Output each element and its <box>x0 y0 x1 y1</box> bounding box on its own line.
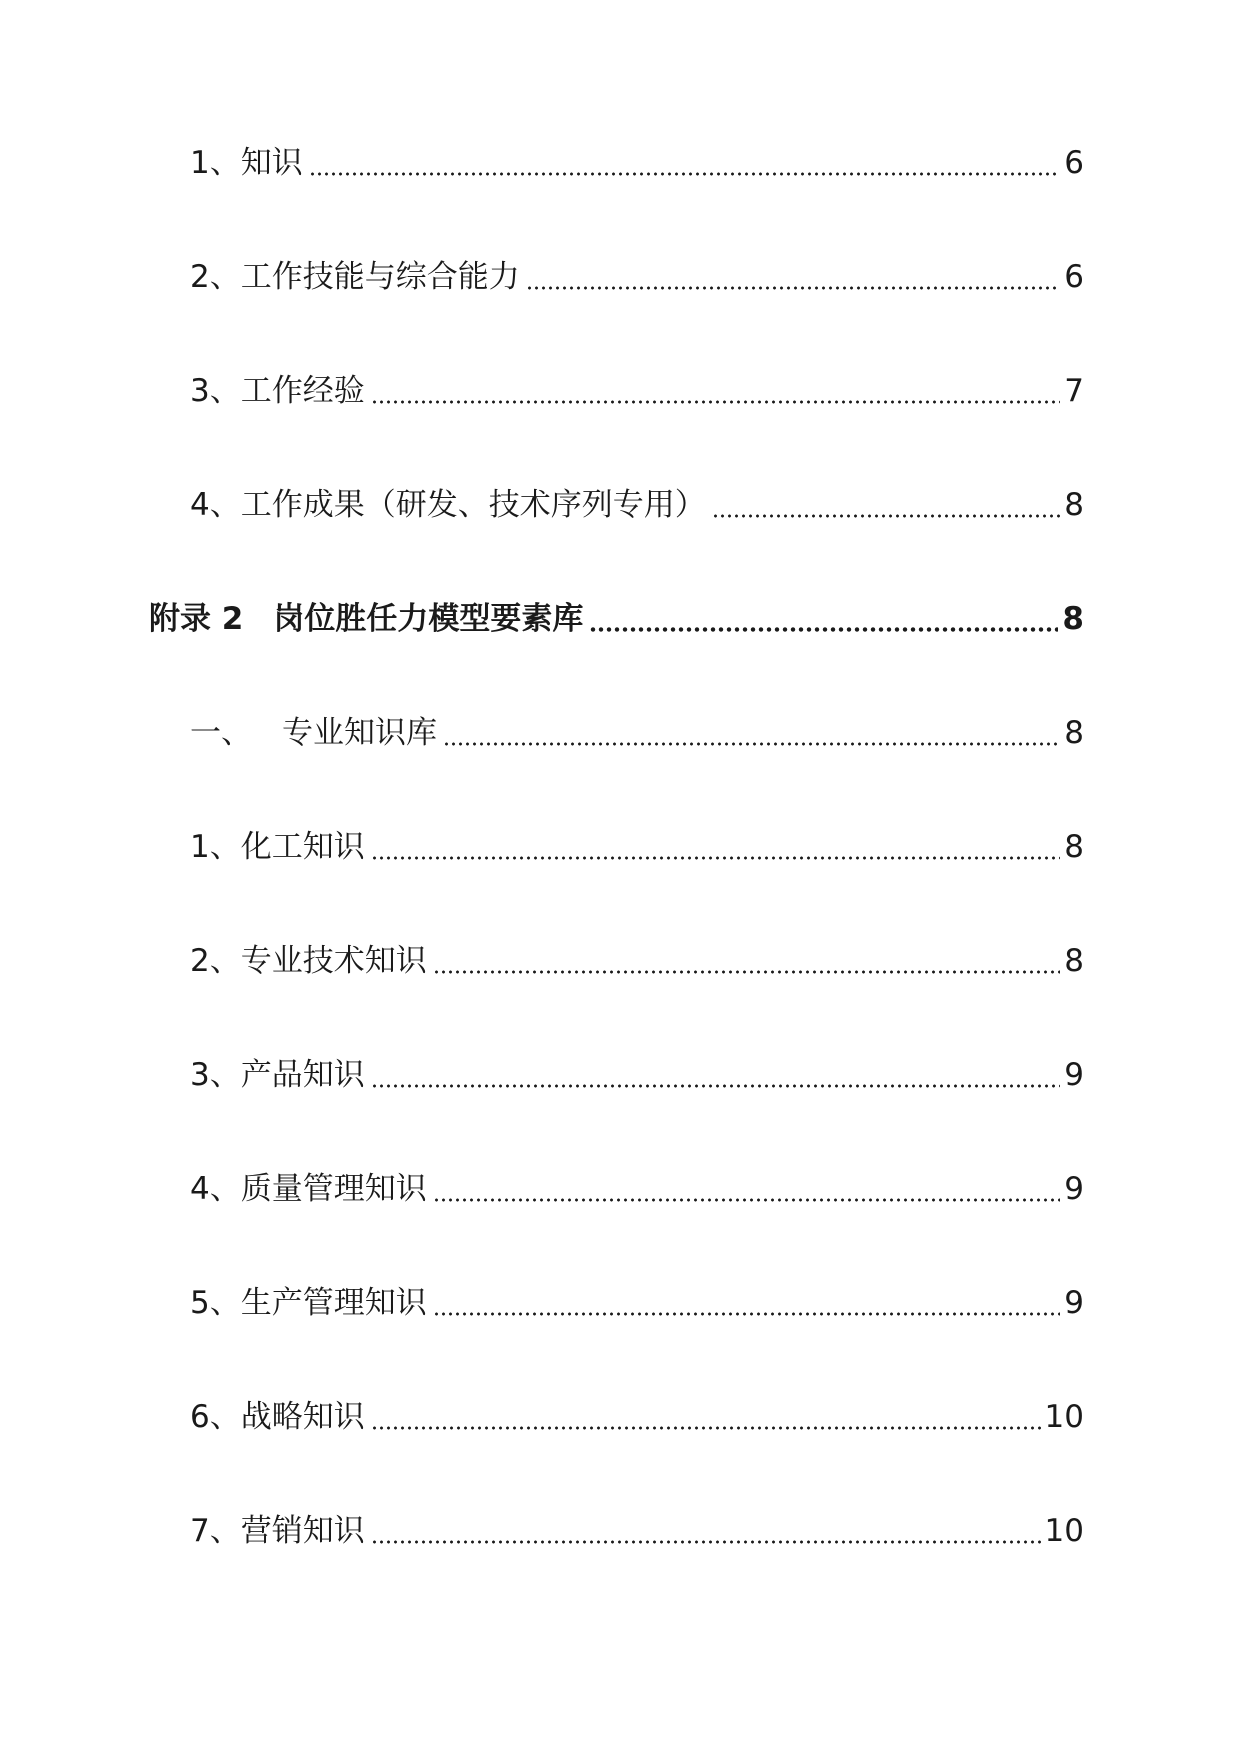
toc-entry-title: 工作经验 <box>240 373 365 409</box>
toc-dot-leader <box>433 970 1061 974</box>
toc-dot-leader <box>443 742 1060 746</box>
toc-entry-appendix[interactable] <box>149 594 1084 644</box>
toc-entry-label <box>190 822 367 872</box>
toc-page-number: 9 <box>1064 1171 1084 1207</box>
toc-entry[interactable] <box>190 480 1084 530</box>
toc-page-number: 9 <box>1064 1057 1084 1093</box>
toc-entry-number: 5、 <box>190 1285 241 1321</box>
toc-entry-number: 6、 <box>190 1399 241 1435</box>
toc-page-number: 6 <box>1064 145 1084 181</box>
toc-entry-title: 战略知识 <box>240 1399 365 1435</box>
toc-page-number: 7 <box>1064 373 1084 409</box>
toc-entry-label <box>190 252 522 302</box>
toc-page-number: 10 <box>1044 1399 1084 1435</box>
toc-page-number: 8 <box>1064 715 1084 751</box>
toc-dot-leader <box>371 1426 1041 1430</box>
toc-entry[interactable] <box>190 1050 1084 1100</box>
toc-dot-leader <box>712 514 1061 518</box>
toc-dot-leader <box>371 1540 1041 1544</box>
toc-entry[interactable] <box>190 1392 1084 1442</box>
toc-entry-label <box>190 1050 367 1100</box>
toc-entry-title: 知识 <box>240 145 303 181</box>
toc-entry-title: 产品知识 <box>240 1057 365 1093</box>
toc-entry-number: 1、 <box>190 145 241 181</box>
toc-dot-leader <box>371 400 1061 404</box>
toc-entry[interactable] <box>190 1506 1084 1556</box>
toc-entry-title: 营销知识 <box>240 1513 365 1549</box>
toc-entry-number: 4、 <box>190 1171 241 1207</box>
toc-entry-label <box>149 594 585 644</box>
toc-entry-title: 生产管理知识 <box>240 1285 427 1321</box>
toc-entry-title: 工作技能与综合能力 <box>240 259 520 295</box>
toc-page-number: 9 <box>1064 1285 1084 1321</box>
toc-page-number: 10 <box>1044 1513 1084 1549</box>
toc-entry-title: 专业技术知识 <box>240 943 427 979</box>
toc-dot-leader <box>433 1312 1061 1316</box>
toc-dot-leader <box>589 627 1058 632</box>
toc-entry-label <box>190 1506 367 1556</box>
toc-entry-number: 3、 <box>190 373 241 409</box>
toc-entry-number: 1、 <box>190 829 241 865</box>
toc-entry[interactable] <box>190 822 1084 872</box>
toc-entry-label <box>190 138 305 188</box>
toc-entry-title: 化工知识 <box>240 829 365 865</box>
toc-page-number: 8 <box>1062 601 1084 637</box>
toc-entry-title: 岗位胜任力模型要素库 <box>273 601 584 637</box>
toc-entry-number: 一、 <box>190 715 252 751</box>
toc-page-number: 8 <box>1064 829 1084 865</box>
toc-entry[interactable] <box>190 1278 1084 1328</box>
toc-entry-label <box>190 1392 367 1442</box>
toc-entry-title: 专业知识库 <box>282 715 437 751</box>
toc-entry-title: 工作成果（研发、技术序列专用） <box>240 487 706 523</box>
toc-entry-label <box>190 936 429 986</box>
toc-entry[interactable] <box>190 1164 1084 1214</box>
toc-page-number: 8 <box>1064 943 1084 979</box>
toc-entry[interactable] <box>190 252 1084 302</box>
toc-entry-number: 2、 <box>190 943 241 979</box>
toc-dot-leader <box>309 172 1061 176</box>
toc-entry-label <box>190 708 439 758</box>
toc-entry-number: 3、 <box>190 1057 241 1093</box>
toc-dot-leader <box>526 286 1061 290</box>
toc-entry-label <box>190 1278 429 1328</box>
toc-entry-label <box>190 1164 429 1214</box>
toc-page-number: 6 <box>1064 259 1084 295</box>
toc-entry[interactable] <box>190 366 1084 416</box>
toc-entry-number: 4、 <box>190 487 241 523</box>
toc-dot-leader <box>371 1084 1061 1088</box>
toc-entry-number: 附录 2 <box>149 601 244 637</box>
toc-dot-leader <box>371 856 1061 860</box>
toc-page-number: 8 <box>1064 487 1084 523</box>
toc-entry[interactable] <box>190 138 1084 188</box>
toc-entry[interactable] <box>190 936 1084 986</box>
toc-entry-title: 质量管理知识 <box>240 1171 427 1207</box>
toc-entry[interactable] <box>190 708 1084 758</box>
toc-entry-number: 7、 <box>190 1513 241 1549</box>
toc-entry-label <box>190 480 708 530</box>
toc-entry-label <box>190 366 367 416</box>
toc-entry-number: 2、 <box>190 259 241 295</box>
toc-dot-leader <box>433 1198 1061 1202</box>
